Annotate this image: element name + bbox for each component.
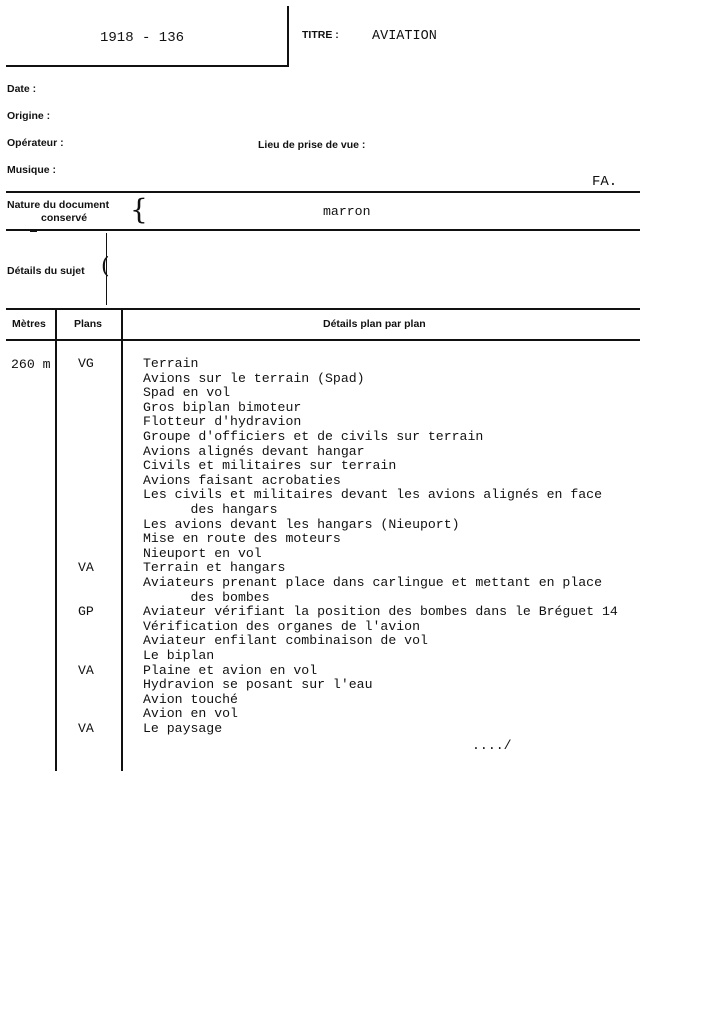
col-divider-metres [55, 309, 57, 771]
table-row-text: Mise en route des moteurs [143, 531, 341, 547]
table-row-text: Avion en vol [143, 706, 238, 722]
table-row-text: Flotteur d'hydravion [143, 414, 302, 430]
table-row-text: des bombes [143, 589, 270, 605]
table-row-plan: VA [78, 560, 94, 576]
table-row-plan: GP [78, 604, 94, 620]
divider-below-nature [6, 229, 640, 231]
table-row-text: Plaine et avion en vol [143, 662, 318, 678]
table-top-line [6, 308, 640, 310]
table-row-text: Les avions devant les hangars (Nieuport) [143, 516, 460, 532]
table-row-text: Hydravion se posant sur l'eau [143, 677, 373, 693]
header-divider-vertical [287, 6, 289, 66]
table-row-text: Aviateur enfilant combinaison de vol [143, 633, 428, 649]
table-header-line [6, 339, 640, 341]
nature-label-line1: Nature du document [7, 199, 110, 211]
musique-label: Musique : [7, 164, 56, 176]
sujet-brace: ( [101, 254, 110, 279]
reference-number: 1918 - 136 [100, 30, 185, 46]
date-label: Date : [7, 83, 37, 95]
origine-label: Origine : [7, 110, 51, 122]
table-row-text: Le paysage [143, 721, 223, 736]
metres-value: 260 m [11, 357, 51, 372]
table-row-text: Terrain et hangars [143, 560, 286, 576]
table-row-text: Vérification des organes de l'avion [143, 618, 420, 634]
fa-mark: FA. [592, 174, 618, 190]
table-row-text: Aviateur vérifiant la position des bombes dans le Bréguet 14 [143, 604, 618, 620]
table-row-plan: VG [78, 356, 94, 371]
nature-label-line2: conservé [41, 212, 88, 224]
table-row-text: Avions alignés devant hangar [143, 443, 365, 459]
table-row-text: Aviateurs prenant place dans carlingue et mettant en place [143, 575, 602, 590]
col-plans-header: Plans [74, 318, 103, 330]
col-divider-plans [121, 309, 123, 771]
titre-value: AVIATION [372, 29, 437, 44]
table-row-text: Nieuport en vol [143, 545, 262, 561]
table-row-text: des hangars [143, 502, 278, 517]
scan-mark [30, 229, 37, 232]
titre-label: TITRE : [302, 29, 339, 41]
nature-brace: { [130, 193, 148, 226]
lieu-label: Lieu de prise de vue : [258, 139, 366, 151]
table-row-text: Terrain [143, 356, 199, 371]
nature-value: marron [323, 204, 371, 219]
table-row-text: Civils et militaires sur terrain [143, 458, 397, 474]
table-row-plan: VA [78, 721, 94, 736]
table-row-text: Gros biplan bimoteur [143, 399, 302, 415]
header-divider-horizontal [6, 65, 289, 67]
table-row-text: Le biplan [143, 648, 215, 663]
col-details-header: Détails plan par plan [323, 318, 426, 330]
operateur-label: Opérateur : [7, 137, 64, 149]
divider-above-nature [6, 191, 640, 193]
table-row-text: Groupe d'officiers et de civils sur terrain [143, 429, 484, 444]
table-row-text: Spad en vol [143, 385, 231, 401]
table-row-text: Avions sur le terrain (Spad) [143, 370, 365, 386]
table-row-plan: VA [78, 662, 94, 678]
table-row-text: Avion touché [143, 691, 238, 707]
col-metres-header: Mètres [12, 318, 46, 330]
table-row-text: Les civils et militaires devant les avions alignés en face [143, 487, 602, 503]
table-row-text: Avions faisant acrobaties [143, 472, 341, 488]
details-sujet-label: Détails du sujet [7, 265, 85, 277]
continuation-mark: ..../ [472, 738, 512, 753]
